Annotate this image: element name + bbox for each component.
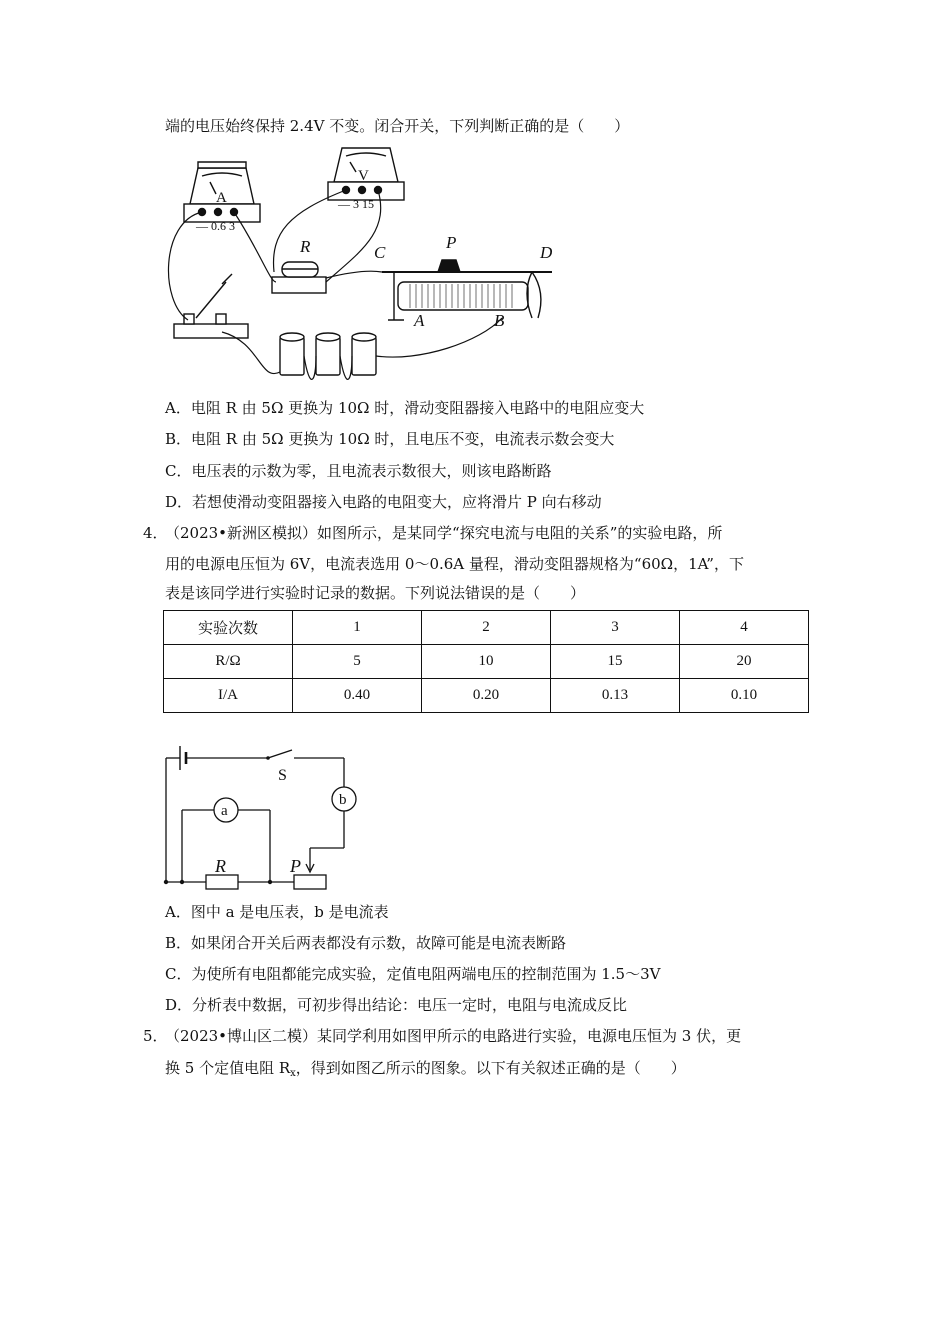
rheostat-p-label: P [446,233,457,252]
q4-data-table [163,610,809,713]
rheostat-a-label: A [414,311,425,330]
table-cell: R/Ω [164,645,293,679]
q3-option-a[interactable]: A．电阻 R 由 5Ω 更换为 10Ω 时，滑动变阻器接入电路中的电阻应变大 [165,399,645,417]
q4-line2: 用的电源电压恒为 6V，电流表选用 0～0.6A 量程，滑动变阻器规格为“60Ω，1A”，下 [165,555,744,573]
q3-option-b[interactable]: B．电阻 R 由 5Ω 更换为 10Ω 时，且电压不变，电流表示数会变大 [165,430,615,448]
table-cell: 4 [680,611,809,645]
q5-line2-pre: 换 5 个定值电阻 R [165,1059,291,1077]
rheostat-d-label: D [540,243,553,262]
table-cell: I/A [164,679,293,713]
switch-label: S [278,767,287,784]
circuit-resistor-label: R [215,856,226,876]
meter-a-label: a [221,803,228,819]
batteries-drawing [280,333,376,375]
switch-drawing [174,274,248,338]
q4-option-a[interactable]: A．图中 a 是电压表，b 是电流表 [165,903,389,921]
table-cell: 15 [551,645,680,679]
q5-line2-sub: x [290,1068,296,1079]
table-cell: 0.40 [293,679,422,713]
table-cell: 0.10 [680,679,809,713]
q3-option-c[interactable]: C．电压表的示数为零，且电流表示数很大，则该电路断路 [165,462,552,480]
q4-option-c[interactable]: C．为使所有电阻都能完成实验，定值电阻两端电压的控制范围为 1.5～3V [165,965,661,983]
voltmeter-label: V [358,168,369,184]
intro-line: 端的电压始终保持 2.4V 不变。闭合开关，下列判断正确的是（ ） [165,117,630,135]
ammeter-label: A [216,190,227,206]
q4-number: 4． [143,524,168,542]
q5-line2-post: ，得到如图乙所示的图象。以下有关叙述正确的是（ ） [295,1059,686,1077]
resistor-label: R [300,237,311,256]
table-cell: 20 [680,645,809,679]
q4-line1: （2023•新洲区模拟）如图所示，是某同学“探究电流与电阻的关系”的实验电路，所 [165,524,723,542]
q5-number: 5． [143,1027,168,1045]
figure-apparatus [160,142,580,387]
q5-line2 [165,1058,686,1084]
table-cell: 0.20 [422,679,551,713]
table-cell: 1 [293,611,422,645]
q5-line1: （2023•博山区二模）某同学利用如图甲所示的电路进行实验，电源电压恒为 3 伏，更 [165,1027,742,1045]
circuit-slider-label: P [290,856,301,876]
ammeter-terminals: — 0.6 3 [196,219,235,233]
table-cell: 0.13 [551,679,680,713]
table-row [164,645,809,679]
table-header-row [164,611,809,645]
table-cell: 3 [551,611,680,645]
rheostat-b-label: B [494,311,505,330]
q3-option-d[interactable]: D．若想使滑动变阻器接入电路的电阻变大，应将滑片 P 向右移动 [165,493,602,511]
q4-line3: 表是该同学进行实验时记录的数据。下列说法错误的是（ ） [165,584,586,602]
rheostat-c-label: C [374,243,386,262]
rheostat-drawing [382,260,552,320]
table-cell: 2 [422,611,551,645]
resistor-drawing [272,262,326,293]
q4-option-b[interactable]: B．如果闭合开关后两表都没有示数，故障可能是电流表断路 [165,934,567,952]
table-cell: 10 [422,645,551,679]
voltmeter-terminals: — 3 15 [338,197,374,211]
table-cell: 5 [293,645,422,679]
table-row [164,679,809,713]
figure-circuit-diagram [160,742,360,892]
table-cell: 实验次数 [164,611,293,645]
meter-b-label: b [339,792,347,808]
q4-option-d[interactable]: D．分析表中数据，可初步得出结论：电压一定时，电阻与电流成反比 [165,996,628,1014]
